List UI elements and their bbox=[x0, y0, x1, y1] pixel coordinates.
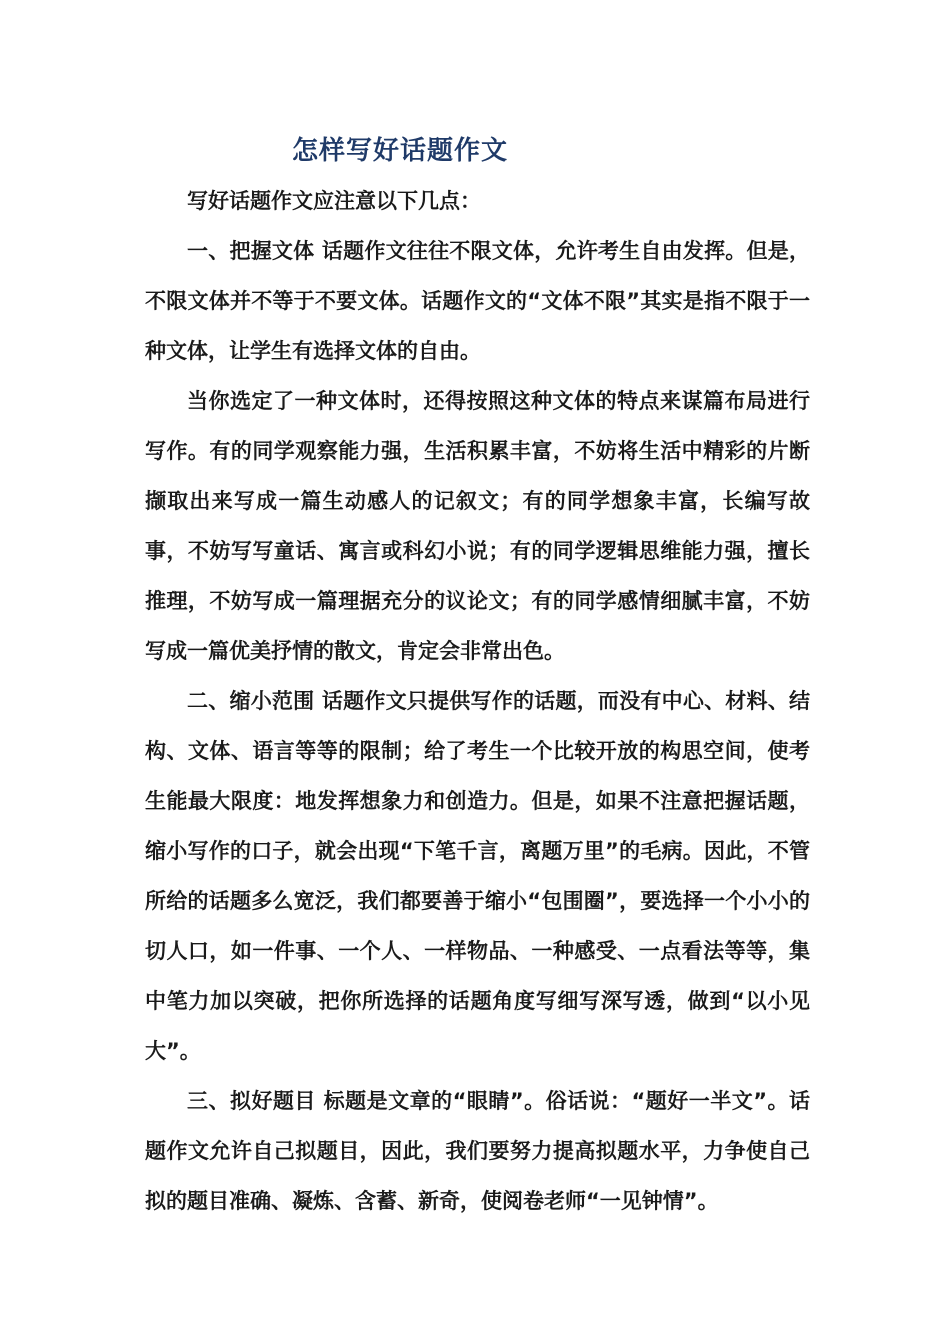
document-body bbox=[145, 176, 810, 1226]
paragraph-scope: 二、缩小范围 话题作文只提供写作的话题，而没有中心、材料、结构、文体、语言等等的限制；给了考生一个比较开放的构思空间，使考生能最大限度：地发挥想象力和创造力。但是，如果不注意把握话题，缩小写作的口子，就会出现“下笔千言，离题万里”的毛病。因此，不管所给的话题多么宽泛，我们都要善于缩小“包围圈”，要选择一个小小的切人口，如一件事、一个人、一样物品、一种感受、一点看法等等，集中笔力加以突破，把你所选择的话题角度写细写深写透，做到“以小见大”。 bbox=[145, 689, 810, 1063]
paragraph-intro: 写好话题作文应注意以下几点： bbox=[187, 189, 481, 213]
paragraph-genre: 一、把握文体 话题作文往往不限文体，允许考生自由发挥。但是，不限文体并不等于不要文体。话题作文的“文体不限”其实是指不限于一种文体，让学生有选择文体的自由。 bbox=[145, 239, 810, 363]
paragraph-title-choice: 三、拟好题目 标题是文章的“眼睛”。俗话说：“题好一半文”。话题作文允许自己拟题目，因此，我们要努力提高拟题水平，力争使自己拟的题目准确、凝炼、含蓄、新奇，使阅卷老师“一见钟情”。 bbox=[145, 1089, 810, 1213]
document-title: 怎样写好话题作文 bbox=[292, 136, 509, 166]
paragraph-genre-detail: 当你选定了一种文体时，还得按照这种文体的特点来谋篇布局进行写作。有的同学观察能力强，生活积累丰富，不妨将生活中精彩的片断撷取出来写成一篇生动感人的记叙文；有的同学想象丰富，长编写故事，不妨写写童话、寓言或科幻小说；有的同学逻辑思维能力强，擅长推理，不妨写成一篇理据充分的议论文；有的同学感情细腻丰富，不妨写成一篇优美抒情的散文，肯定会非常出色。 bbox=[145, 389, 810, 663]
